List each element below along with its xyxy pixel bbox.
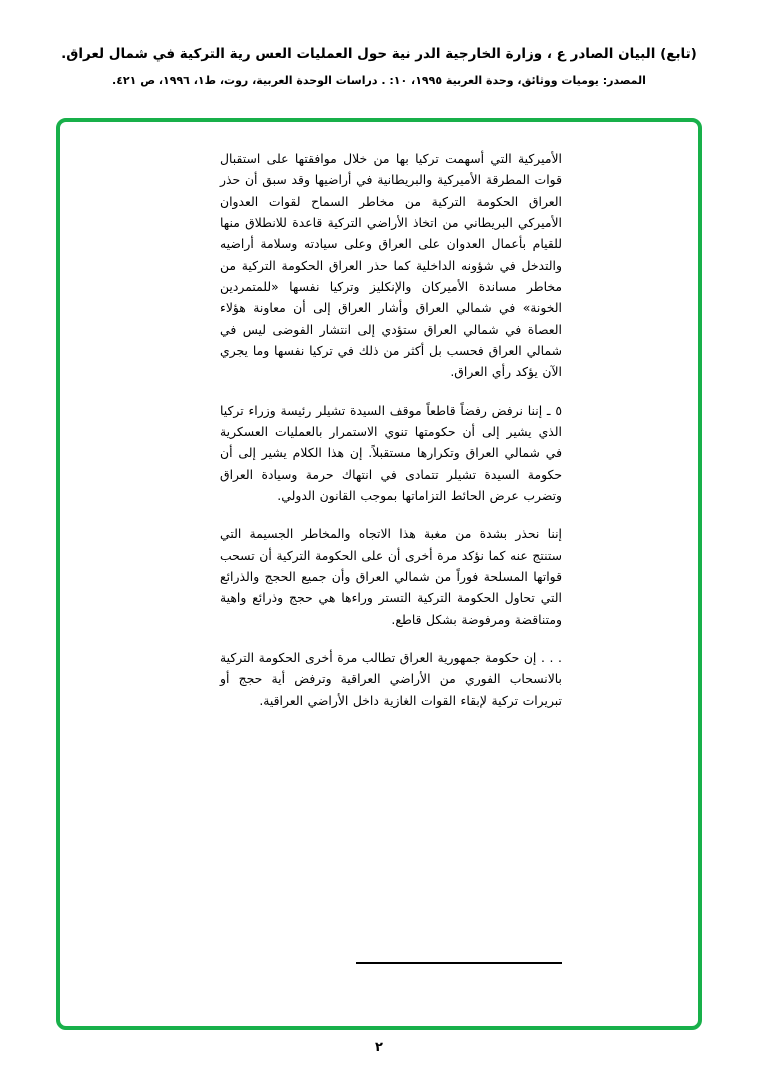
document-header: [54, 44, 704, 90]
green-framed-content-box: [56, 118, 702, 1030]
paragraph-3: إننا نحذر بشدة من مغبة هذا الاتجاه والمخاطر الجسيمة التي ستنتج عنه كما نؤكد مرة أخرى أن على الحكومة التركية أن تسحب قواتها المسلحة فوراً من شمالي العراق وأن جميع الحجج والذرائع التي تحاول الحكومة التركية التستر وراءها هي حجج وذرائع واهية ومتناقضة ومرفوضة بشكل قاطع.: [220, 526, 562, 627]
document-title: (تابع) البيان الصادر ع ، وزارة الخارجية الدر نية حول العمليات العس رية التركية في شمال لعراق.: [61, 46, 697, 62]
paragraph-4: . . . إن حكومة جمهورية العراق تطالب مرة أخرى الحكومة التركية بالانسحاب الفوري من الأراضي العراقية وترفض أية حجج أو تبريرات تركية لإبقاء القوات الغازية داخل الأراضي العراقية.: [220, 649, 562, 708]
page-number: ٢: [375, 1040, 383, 1055]
document-source-line: المصدر: يوميات ووثائق، وحدة العربية ١٩٩٥، ١٠: . دراسات الوحدة العربية، روت، ط١، ١٩٩٦، ص ٤٢١.: [112, 74, 646, 88]
document-body: [220, 148, 562, 711]
paragraph-1: الأميركية التي أسهمت تركيا بها من خلال موافقتها على استقبال قوات المطرقة الأميركية والبريطانية في أراضيها وقد سبق أن حذر العراق الحكومة التركية من مخاطر السماح لقوات العدوان الأميركي البريطاني من اتخاذ الأراضي التركية قاعدة للانطلاق منها للقيام بأعمال العدوان على العراق وعلى سيادته وسلامة أراضيه والتدخل في شؤونه الداخلية كما حذر العراق الحكومة التركية من مخاطر مساندة الأميركان والإنكليز وتركيا نفسها «للمتمردين الخونة» في شمالي العراق وأشار العراق إلى أن معاونة هؤلاء العصاة في شمالي العراق ستؤدي إلى انتشار الفوضى ليس في شمالي العراق فحسب بل أكثر من ذلك في تركيا نفسها وما يجري الآن يؤكد رأي العراق.: [220, 151, 562, 380]
horizontal-rule: [356, 962, 562, 964]
paragraph-2: ٥ ـ إننا نرفض رفضاً قاطعاً موقف السيدة تشيلر رئيسة وزراء تركيا الذي يشير إلى أن حكومتها تنوي الاستمرار بالعمليات العسكرية في شمالي العراق وتكرارها مستقبلاً. إن هذا الكلام يشير إلى أن حكومة السيدة تشيلر تتمادى في انتهاك حرمة وسيادة العراق وتضرب عرض الحائط التزاماتها بموجب القانون الدولي.: [220, 402, 562, 503]
